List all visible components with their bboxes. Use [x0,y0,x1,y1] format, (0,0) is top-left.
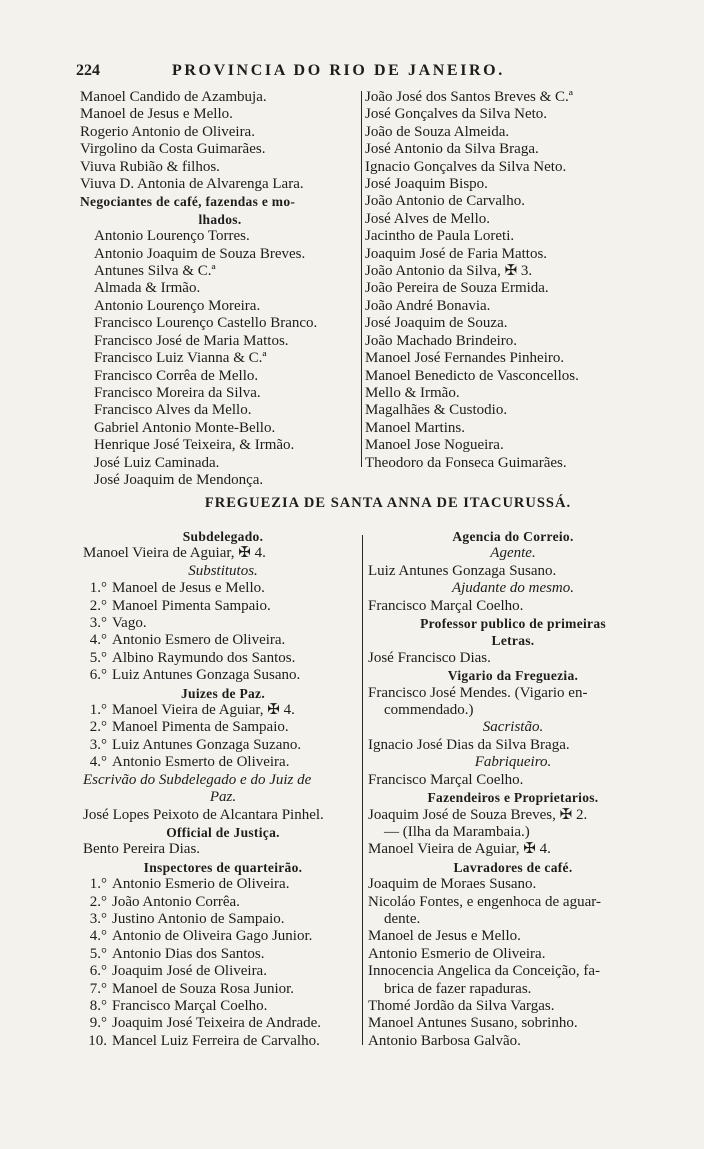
list-item: Joaquim de Moraes Susano. [368,876,537,893]
ordinal: 5.° [89,945,107,962]
list-item [83,702,363,719]
list-item: José Gonçalves da Silva Neto. [365,106,548,123]
column-divider [361,91,362,467]
list-item: Francisco José de Maria Mattos. [94,332,289,349]
list-item: João Antonio de Carvalho. [365,193,525,210]
page-number: 224 [76,62,100,79]
heading-professor-cont: Letras. [491,633,535,649]
column-divider [362,535,363,1045]
list-item: Mello & Irmão. [365,384,460,401]
list-item: Antonio Lourenço Torres. [94,228,250,245]
list-item: Manoel Vieira de Aguiar, ✠ 4. [83,545,266,562]
list-item: Antonio Lourenço Moreira. [94,297,261,314]
list-item: João de Souza Almeida. [365,123,510,140]
list-item: Manoel Antunes Susano, sobrinho. [368,1015,578,1032]
list-item [83,615,363,632]
entry-name: Manoel Pimenta de Sampaio. [112,719,289,736]
list-item: Thomé Jordão da Silva Vargas. [368,997,555,1014]
heading-vigario: Vigario da Freguezia. [447,668,579,684]
list-item: Francisco Luiz Vianna & C.ª [94,350,267,367]
list-item [83,998,363,1015]
list-item: Manoel Benedicto de Vasconcellos. [365,367,579,384]
section-heading-negociantes-cont: lhados. [198,211,242,227]
ordinal: 3.° [89,910,107,927]
list-item: João Antonio da Silva, ✠ 3. [365,263,533,280]
entry-name: Manoel Vieira de Aguiar, ✠ 4. [112,702,295,719]
ordinal: 3.° [89,736,107,753]
list-item: Bento Pereira Dias. [83,841,201,858]
lower-left-column [83,528,363,1050]
ordinal: 4.° [89,754,107,771]
ordinal: 9.° [89,1015,107,1032]
upper-left-column [80,89,360,489]
list-item [83,911,363,928]
section-heading-negociantes: Negociantes de café, fazendas e mo- [80,194,296,210]
list-item: João José dos Santos Breves & C.ª [365,89,573,105]
list-item: Francisco Lourenço Castello Branco. [94,315,318,332]
ordinal: 10. [88,1032,107,1049]
list-item: Francisco José Mendes. (Vigario en- [368,684,588,701]
list-item: Innocencia Angelica da Conceição, fa- [368,963,600,980]
list-item: Manoel de Jesus e Mello. [368,928,521,945]
ordinal: 1.° [89,876,107,893]
list-item: Manoel José Fernandes Pinheiro. [365,350,565,367]
list-item: Joaquim José de Faria Mattos. [365,245,548,262]
list-item: Antonio Barbosa Galvão. [368,1032,521,1049]
list-item-cont: dente. [384,910,421,927]
ordinal: 4.° [89,632,107,649]
list-item [83,719,363,736]
entry-name: Luiz Antunes Gonzaga Suzano. [112,736,302,753]
list-item: José Joaquim de Souza. [365,315,508,332]
list-item: José Antonio da Silva Braga. [365,141,539,158]
list-item: João Pereira de Souza Ermida. [365,280,549,297]
ordinal: 3.° [89,615,107,632]
list-item: Nicoláo Fontes, e engenhoca de aguar- [368,893,601,910]
list-item: Luiz Antunes Gonzaga Susano. [368,562,557,579]
ordinal: 1.° [89,580,107,597]
list-item: Manoel Martins. [365,419,465,436]
list-item [83,876,363,893]
entry-name: Joaquim José de Oliveira. [112,963,267,980]
list-item: Antonio Esmerio de Oliveira. [368,945,546,962]
list-item: Francisco Corrêa de Mello. [94,367,259,384]
heading-substitutos: Substitutos. [188,562,258,579]
list-item: Francisco Moreira da Silva. [94,384,261,401]
ordinal: 1.° [89,702,107,719]
entry-name: Mancel Luiz Ferreira de Carvalho. [112,1032,320,1049]
entry-name: Manoel Pimenta Sampaio. [112,597,271,614]
heading-escrivao-cont: Paz. [209,789,237,806]
entry-name: Joaquim José Teixeira de Andrade. [112,1015,322,1032]
entry-name: Manoel de Souza Rosa Junior. [112,980,295,997]
lower-right-column [368,528,658,1050]
heading-lavradores: Lavradores de café. [453,859,573,875]
list-item: Joaquim José de Souza Breves, ✠ 2. [368,806,588,823]
entry-name: Francisco Marçal Coelho. [112,997,268,1014]
heading-official: Official de Justiça. [166,824,280,840]
list-item [83,598,363,615]
ordinal: 2.° [89,893,107,910]
list-item-cont: — (Ilha da Marambaia.) [384,823,530,840]
list-item: Antonio Joaquim de Souza Breves. [94,245,306,262]
heading-subdelegado: Subdelegado. [182,529,264,544]
list-item: Manoel Vieira de Aguiar, ✠ 4. [368,841,551,858]
list-item [83,946,363,963]
list-item: Manoel de Jesus e Mello. [80,106,233,123]
list-item [83,928,363,945]
list-item: Jacintho de Paula Loreti. [365,228,515,245]
ordinal: 6.° [89,963,107,980]
running-title: PROVINCIA DO RIO DE JANEIRO. [172,62,505,79]
list-item [83,737,363,754]
list-item: Manoel Jose Nogueira. [365,437,504,454]
heading-inspectores: Inspectores de quarteirão. [143,859,303,875]
list-item [83,963,363,980]
list-item: Henrique José Teixeira, & Irmão. [94,437,295,454]
list-item: Gabriel Antonio Monte-Bello. [94,419,276,436]
list-item [83,754,363,771]
heading-sacristao: Sacristão. [482,719,544,736]
heading-fazendeiros: Fazendeiros e Proprietarios. [427,790,599,806]
heading-agente: Agente. [490,545,536,562]
entry-name: Manoel de Jesus e Mello. [112,580,265,597]
entry-name: Antonio Esmerto de Oliveira. [112,754,290,771]
heading-escrivao: Escrivão do Subdelegado e do Juiz de [83,771,312,788]
entry-name: Antonio de Oliveira Gago Junior. [112,928,313,945]
list-item: João Machado Brindeiro. [365,332,518,349]
ordinal: 2.° [89,597,107,614]
entry-name: Luiz Antunes Gonzaga Susano. [112,667,301,684]
ordinal: 7.° [89,980,107,997]
list-item: Viuva D. Antonia de Alvarenga Lara. [80,176,304,193]
entry-name: Albino Raymundo dos Santos. [112,649,296,666]
list-item: Viuva Rubião & filhos. [80,158,220,175]
list-item [83,632,363,649]
list-item [83,894,363,911]
list-item [83,580,363,597]
list-item: José Luiz Caminada. [94,454,220,471]
list-item: Manoel Candido de Azambuja. [80,89,267,105]
heading-juizes: Juizes de Paz. [180,685,266,701]
list-item-cont: commendado.) [384,702,474,719]
list-item [83,1033,363,1050]
ordinal: 5.° [89,649,107,666]
upper-right-column [365,89,665,472]
entry-name: Justino Antonio de Sampaio. [112,910,285,927]
list-item: Theodoro da Fonseca Guimarães. [365,454,567,471]
list-item [83,981,363,998]
list-item: Virgolino da Costa Guimarães. [80,141,266,158]
list-item: José Joaquim de Mendonça. [94,471,264,488]
list-item-cont: brica de fazer rapaduras. [384,980,532,997]
list-item: Magalhães & Custodio. [365,402,508,419]
list-item: Ignacio Gonçalves da Silva Neto. [365,158,567,175]
list-item: José Joaquim Bispo. [365,176,488,193]
list-item: José Alves de Mello. [365,210,490,227]
freguezia-title: FREGUEZIA DE SANTA ANNA DE ITACURUSSÁ. [204,495,572,511]
heading-professor: Professor publico de primeiras [420,616,606,632]
ordinal: 8.° [89,997,107,1014]
entry-name: Antonio Esmero de Oliveira. [112,632,286,649]
ordinal: 2.° [89,719,107,736]
list-item: Almada & Irmão. [94,280,201,297]
list-item: Antunes Silva & C.ª [94,263,216,280]
heading-agencia: Agencia do Correio. [452,529,574,544]
ordinal: 6.° [89,667,107,684]
entry-name: Antonio Dias dos Santos. [112,945,265,962]
list-item: Francisco Marçal Coelho. [368,771,524,788]
heading-fabriqueiro: Fabriqueiro. [474,754,552,771]
list-item: Francisco Alves da Mello. [94,402,252,419]
list-item [83,667,363,684]
ordinal: 4.° [89,928,107,945]
entry-name: Vago. [112,615,147,632]
list-item: João André Bonavia. [365,297,491,314]
list-item: José Lopes Peixoto de Alcantara Pinhel. [83,806,324,823]
list-item: Francisco Marçal Coelho. [368,597,524,614]
entry-name: Antonio Esmerio de Oliveira. [112,876,290,893]
heading-ajudante: Ajudante do mesmo. [451,580,575,597]
list-item [83,1015,363,1032]
list-item: Rogerio Antonio de Oliveira. [80,123,255,140]
list-item [83,650,363,667]
entry-name: João Antonio Corrêa. [112,893,240,910]
list-item: Ignacio José Dias da Silva Braga. [368,736,570,753]
page-header [76,62,696,86]
list-item: José Francisco Dias. [368,649,491,666]
